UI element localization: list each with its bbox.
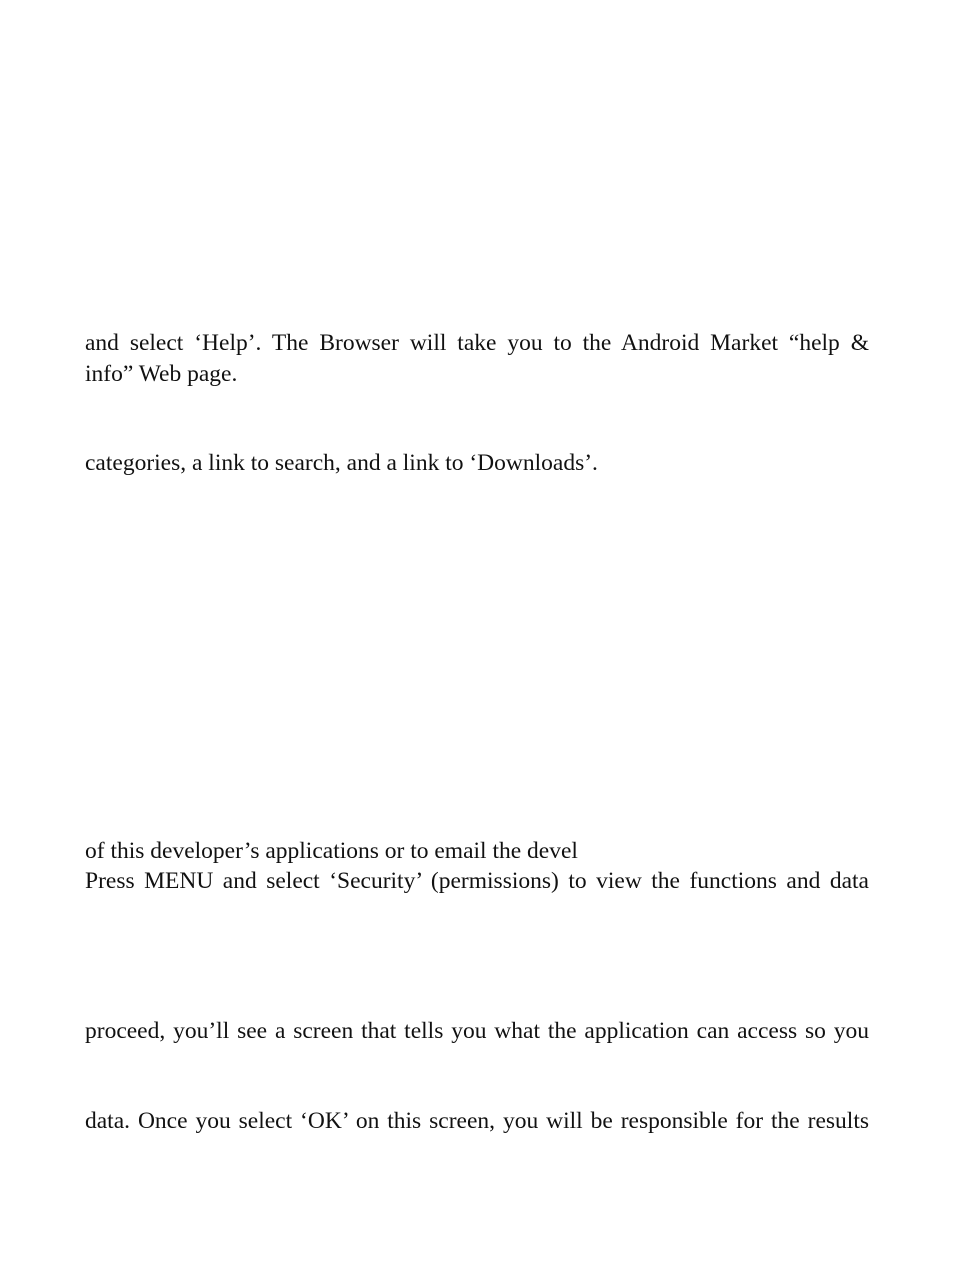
text-line-categories: categories, a link to search, and a link to ‘Downloads’. [85, 450, 598, 476]
text-line-security-permissions: Press MENU and select ‘Security’ (permissions) to view the functions and data [85, 868, 869, 894]
text-line-help-instruction: and select ‘Help’. The Browser will take you to the Android Market “help & [85, 330, 869, 356]
text-line-proceed-screen: proceed, you’ll see a screen that tells you what the application can access so you [85, 1018, 869, 1044]
text-line-developer-applications: of this developer’s applications or to email the devel [85, 838, 578, 864]
text-line-info-web-page: info” Web page. [85, 361, 238, 387]
text-line-ok-responsibility: data. Once you select ‘OK’ on this screen, you will be responsible for the results [85, 1108, 869, 1134]
